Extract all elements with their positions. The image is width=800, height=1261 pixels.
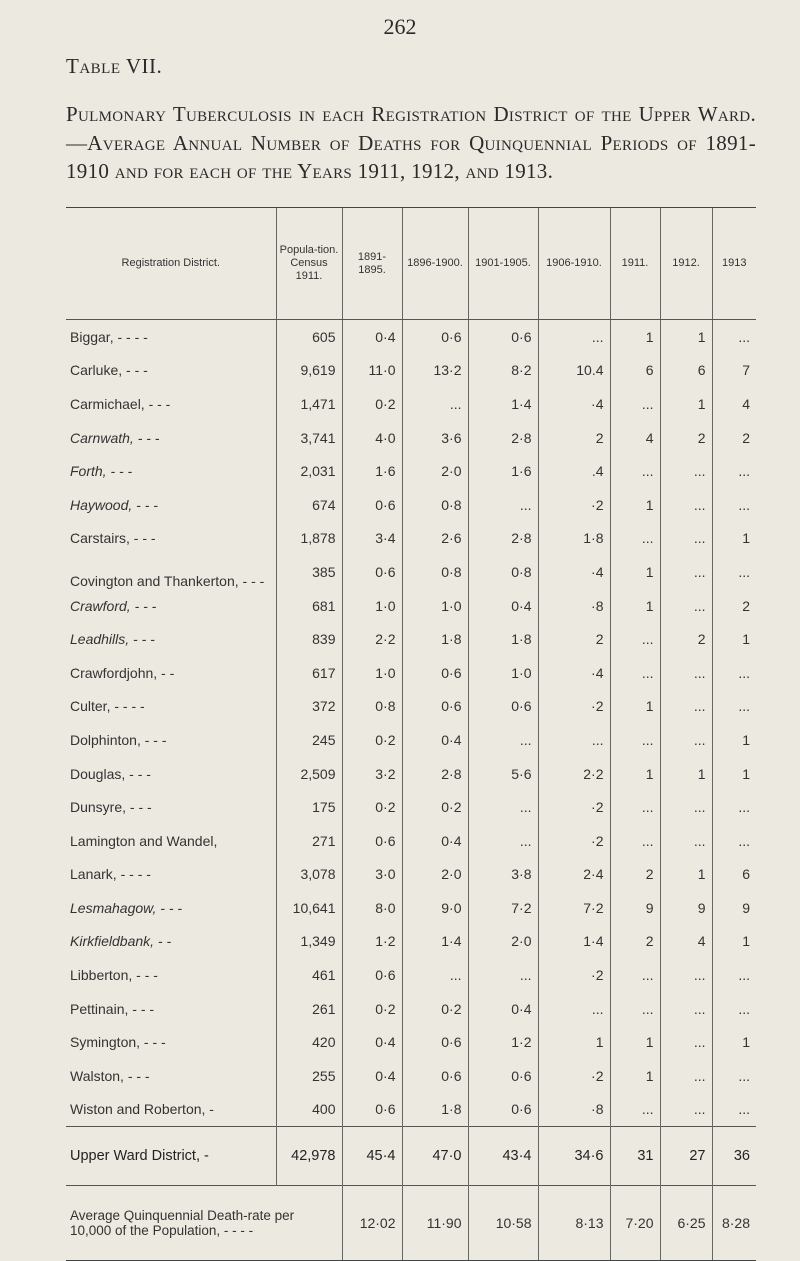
cell-1912: 2: [660, 622, 712, 656]
cell-1913: 1: [712, 757, 756, 791]
cell-1906-1910: ...: [538, 723, 610, 757]
cell-1912: ...: [660, 589, 712, 623]
district-name: Dunsyre, - - -: [70, 799, 152, 816]
cell-1906-1910: .4: [538, 454, 610, 488]
cell-1913: ...: [712, 320, 756, 354]
cell-1912: ...: [660, 690, 712, 724]
cell-1891-1895: 0·6: [342, 824, 402, 858]
total-row: [66, 1127, 756, 1186]
district-name: Forth, - - -: [70, 463, 133, 480]
cell-1913: 1: [712, 622, 756, 656]
district-name: Kirkfieldbank, - -: [70, 933, 172, 950]
header-1901-1905: 1901-1905.: [468, 208, 538, 320]
district-name: Crawfordjohn, - -: [70, 664, 175, 681]
cell-1912: 1: [660, 858, 712, 892]
cell-1913: 1: [712, 723, 756, 757]
cell-population: 420: [276, 1025, 342, 1059]
cell-1896-1900: ...: [402, 387, 468, 421]
cell-1913: ...: [712, 488, 756, 522]
cell-1911: 6: [610, 354, 660, 388]
table-row: [66, 992, 756, 1026]
cell-population: 175: [276, 790, 342, 824]
cell-population: 681: [276, 589, 342, 623]
cell-1891-1895: 0·8: [342, 690, 402, 724]
cell-1906-1910: ·8: [538, 1093, 610, 1127]
cell-1891-1895: 11·0: [342, 354, 402, 388]
cell-1906-1910: 7·2: [538, 891, 610, 925]
table-row: [66, 958, 756, 992]
cell-1906-1910: ·4: [538, 387, 610, 421]
total-1891-1895: 45·4: [342, 1127, 402, 1186]
cell-1896-1900: 0·6: [402, 690, 468, 724]
cell-1913: ...: [712, 790, 756, 824]
table-row: [66, 488, 756, 522]
district-name: Carnwath, - - -: [70, 429, 160, 446]
cell-population: 1,349: [276, 925, 342, 959]
total-1911: 31: [610, 1127, 660, 1186]
cell-population: 10,641: [276, 891, 342, 925]
cell-1911: ...: [610, 454, 660, 488]
table-row: [66, 723, 756, 757]
table-row: [66, 1025, 756, 1059]
district-name: Symington, - - -: [70, 1034, 166, 1051]
table-row: [66, 387, 756, 421]
cell-1912: ...: [660, 790, 712, 824]
cell-1913: ...: [712, 656, 756, 690]
header-1913: 1913: [712, 208, 756, 320]
cell-1891-1895: 0·4: [342, 1025, 402, 1059]
cell-population: 3,741: [276, 421, 342, 455]
death-rate-label: Average Quinquennial Death-rate per 10,000 of the Population, - - - -: [66, 1186, 342, 1261]
cell-1906-1910: 1·4: [538, 925, 610, 959]
cell-1901-1905: 1·6: [468, 454, 538, 488]
cell-1901-1905: 2·8: [468, 421, 538, 455]
cell-1896-1900: 2·0: [402, 454, 468, 488]
cell-1896-1900: 2·6: [402, 522, 468, 556]
cell-population: 3,078: [276, 858, 342, 892]
cell-1891-1895: 4·0: [342, 421, 402, 455]
cell-population: 605: [276, 320, 342, 354]
cell-1906-1910: ·4: [538, 656, 610, 690]
header-1891-1895: 1891-1895.: [342, 208, 402, 320]
cell-1891-1895: 1·6: [342, 454, 402, 488]
table-row: [66, 757, 756, 791]
total-1913: 36: [712, 1127, 756, 1186]
table-row: [66, 891, 756, 925]
district-name: Covington and Thankerton, - - -: [70, 572, 265, 589]
cell-1901-1905: 2·0: [468, 925, 538, 959]
cell-1906-1910: ·2: [538, 1059, 610, 1093]
cell-population: 372: [276, 690, 342, 724]
header-1911: 1911.: [610, 208, 660, 320]
cell-1913: ...: [712, 958, 756, 992]
cell-1901-1905: 0·6: [468, 690, 538, 724]
cell-1911: 4: [610, 421, 660, 455]
cell-1891-1895: 0·2: [342, 992, 402, 1026]
cell-1913: ...: [712, 824, 756, 858]
cell-1911: ...: [610, 824, 660, 858]
cell-1901-1905: 0·6: [468, 1093, 538, 1127]
district-name: Lamington and Wandel,: [70, 832, 218, 849]
cell-1891-1895: 0·2: [342, 387, 402, 421]
cell-1912: ...: [660, 723, 712, 757]
cell-1896-1900: 0·4: [402, 723, 468, 757]
cell-1906-1910: ·2: [538, 488, 610, 522]
cell-1906-1910: ·2: [538, 690, 610, 724]
cell-1891-1895: 0·2: [342, 790, 402, 824]
district-name: Dolphinton, - - -: [70, 731, 167, 748]
page-number: 262: [383, 14, 417, 39]
cell-1911: 1: [610, 589, 660, 623]
cell-1906-1910: 2: [538, 622, 610, 656]
cell-population: 1,471: [276, 387, 342, 421]
cell-1911: 1: [610, 555, 660, 589]
district-name: Haywood, - - -: [70, 496, 158, 513]
table-row: [66, 354, 756, 388]
cell-1896-1900: 0·4: [402, 824, 468, 858]
cell-1896-1900: 9·0: [402, 891, 468, 925]
cell-1906-1910: 1: [538, 1025, 610, 1059]
cell-1912: ...: [660, 488, 712, 522]
cell-1911: ...: [610, 723, 660, 757]
cell-1891-1895: 1·2: [342, 925, 402, 959]
district-name: Carmichael, - - -: [70, 395, 171, 412]
cell-1896-1900: 2·8: [402, 757, 468, 791]
cell-1912: 4: [660, 925, 712, 959]
cell-1912: ...: [660, 555, 712, 589]
district-name: Carstairs, - - -: [70, 530, 156, 547]
cell-1912: 6: [660, 354, 712, 388]
cell-1912: 1: [660, 320, 712, 354]
cell-1911: ...: [610, 656, 660, 690]
cell-1901-1905: ...: [468, 958, 538, 992]
district-name: Lesmahagow, - - -: [70, 899, 183, 916]
cell-1912: 1: [660, 387, 712, 421]
cell-1911: ...: [610, 622, 660, 656]
table-row: [66, 522, 756, 556]
cell-1913: ...: [712, 555, 756, 589]
tuberculosis-deaths-table: [66, 207, 756, 1261]
cell-1913: 1: [712, 925, 756, 959]
cell-1906-1910: 2·2: [538, 757, 610, 791]
table-row: [66, 858, 756, 892]
cell-1911: 1: [610, 488, 660, 522]
cell-1913: 2: [712, 589, 756, 623]
table-row: [66, 555, 756, 589]
cell-1901-1905: 0·4: [468, 992, 538, 1026]
cell-1896-1900: 0·6: [402, 1025, 468, 1059]
district-name: Walston, - - -: [70, 1067, 150, 1084]
cell-1913: ...: [712, 992, 756, 1026]
cell-1901-1905: ...: [468, 488, 538, 522]
district-name: Leadhills, - - -: [70, 631, 155, 648]
table-row: [66, 589, 756, 623]
cell-1906-1910: 2·4: [538, 858, 610, 892]
header-population: Popula-tion. Census 1911.: [276, 208, 342, 320]
cell-1891-1895: 0·6: [342, 555, 402, 589]
total-1896-1900: 47·0: [402, 1127, 468, 1186]
cell-1891-1895: 1·0: [342, 656, 402, 690]
cell-1911: 2: [610, 858, 660, 892]
cell-1912: ...: [660, 1059, 712, 1093]
table-row: [66, 690, 756, 724]
cell-1901-1905: 0·8: [468, 555, 538, 589]
table-row: [66, 1059, 756, 1093]
district-name: Wiston and Roberton, -: [70, 1101, 214, 1118]
cell-1912: ...: [660, 1093, 712, 1127]
rate-1896-1900: 11·90: [402, 1186, 468, 1261]
table-row: [66, 320, 756, 354]
total-1912: 27: [660, 1127, 712, 1186]
rate-1891-1895: 12·02: [342, 1186, 402, 1261]
cell-population: 385: [276, 555, 342, 589]
cell-1896-1900: 0·8: [402, 488, 468, 522]
cell-1911: ...: [610, 1093, 660, 1127]
cell-1891-1895: 8·0: [342, 891, 402, 925]
cell-1913: 1: [712, 522, 756, 556]
cell-1891-1895: 3·2: [342, 757, 402, 791]
cell-population: 2,509: [276, 757, 342, 791]
total-name: Upper Ward District, -: [66, 1127, 276, 1186]
cell-1901-1905: 5·6: [468, 757, 538, 791]
cell-1891-1895: 0·4: [342, 320, 402, 354]
cell-1913: 7: [712, 354, 756, 388]
header-district: Registration District.: [66, 208, 276, 320]
cell-1913: 1: [712, 1025, 756, 1059]
cell-1913: 9: [712, 891, 756, 925]
cell-1896-1900: 0·6: [402, 656, 468, 690]
cell-1913: 2: [712, 421, 756, 455]
rate-1906-1910: 8·13: [538, 1186, 610, 1261]
cell-1906-1910: ·2: [538, 824, 610, 858]
cell-1906-1910: ...: [538, 992, 610, 1026]
cell-1901-1905: ...: [468, 824, 538, 858]
cell-1901-1905: 1·0: [468, 656, 538, 690]
cell-1896-1900: 1·4: [402, 925, 468, 959]
rate-1913: 8·28: [712, 1186, 756, 1261]
cell-1901-1905: 2·8: [468, 522, 538, 556]
rate-1911: 7·20: [610, 1186, 660, 1261]
total-1901-1905: 43·4: [468, 1127, 538, 1186]
cell-1911: 9: [610, 891, 660, 925]
table-row: [66, 421, 756, 455]
cell-1896-1900: ...: [402, 958, 468, 992]
cell-1912: ...: [660, 454, 712, 488]
cell-1913: 4: [712, 387, 756, 421]
cell-1891-1895: 0·4: [342, 1059, 402, 1093]
cell-1906-1910: ...: [538, 320, 610, 354]
table-label: Table VII.: [66, 54, 163, 78]
table-row: [66, 925, 756, 959]
cell-1912: 9: [660, 891, 712, 925]
cell-1891-1895: 0·6: [342, 958, 402, 992]
cell-1911: ...: [610, 522, 660, 556]
cell-1912: ...: [660, 522, 712, 556]
district-name: Culter, - - - -: [70, 698, 145, 715]
cell-population: 1,878: [276, 522, 342, 556]
district-name: Pettinain, - - -: [70, 1000, 155, 1017]
cell-1911: 1: [610, 757, 660, 791]
cell-1911: ...: [610, 992, 660, 1026]
cell-1913: ...: [712, 1059, 756, 1093]
cell-population: 261: [276, 992, 342, 1026]
table-row: [66, 824, 756, 858]
cell-1901-1905: 0·4: [468, 589, 538, 623]
cell-1901-1905: 0·6: [468, 1059, 538, 1093]
cell-1896-1900: 0·6: [402, 320, 468, 354]
cell-1896-1900: 1·0: [402, 589, 468, 623]
rate-1912: 6·25: [660, 1186, 712, 1261]
district-name: Douglas, - - -: [70, 765, 151, 782]
cell-population: 674: [276, 488, 342, 522]
cell-1891-1895: 3·0: [342, 858, 402, 892]
cell-population: 255: [276, 1059, 342, 1093]
cell-1912: 2: [660, 421, 712, 455]
header-1896-1900: 1896-1900.: [402, 208, 468, 320]
cell-1911: 2: [610, 925, 660, 959]
table-row: [66, 656, 756, 690]
cell-1896-1900: 0·2: [402, 790, 468, 824]
cell-1911: 1: [610, 320, 660, 354]
cell-1901-1905: 7·2: [468, 891, 538, 925]
cell-1891-1895: 0·6: [342, 1093, 402, 1127]
cell-1911: 1: [610, 1025, 660, 1059]
cell-population: 2,031: [276, 454, 342, 488]
cell-1901-1905: ...: [468, 723, 538, 757]
cell-1901-1905: 1·4: [468, 387, 538, 421]
total-population: 42,978: [276, 1127, 342, 1186]
cell-1901-1905: 3·8: [468, 858, 538, 892]
cell-1912: 1: [660, 757, 712, 791]
cell-1913: ...: [712, 454, 756, 488]
cell-1906-1910: 2: [538, 421, 610, 455]
cell-1911: 1: [610, 690, 660, 724]
cell-1912: ...: [660, 1025, 712, 1059]
cell-1901-1905: ...: [468, 790, 538, 824]
cell-1906-1910: ·2: [538, 790, 610, 824]
cell-1901-1905: 8·2: [468, 354, 538, 388]
cell-1896-1900: 3·6: [402, 421, 468, 455]
cell-1891-1895: 0·2: [342, 723, 402, 757]
header-1912: 1912.: [660, 208, 712, 320]
cell-1891-1895: 0·6: [342, 488, 402, 522]
cell-1913: ...: [712, 690, 756, 724]
cell-1913: ...: [712, 1093, 756, 1127]
cell-1896-1900: 1·8: [402, 1093, 468, 1127]
cell-1906-1910: ·4: [538, 555, 610, 589]
header-1906-1910: 1906-1910.: [538, 208, 610, 320]
cell-1906-1910: ·8: [538, 589, 610, 623]
district-name: Carluke, - - -: [70, 362, 148, 379]
cell-1913: 6: [712, 858, 756, 892]
cell-1896-1900: 0·8: [402, 555, 468, 589]
header-row: [66, 208, 756, 320]
district-name: Libberton, - - -: [70, 967, 158, 984]
district-name: Lanark, - - - -: [70, 866, 151, 883]
cell-1896-1900: 13·2: [402, 354, 468, 388]
cell-1906-1910: 1·8: [538, 522, 610, 556]
total-1906-1910: 34·6: [538, 1127, 610, 1186]
cell-1911: 1: [610, 1059, 660, 1093]
cell-1896-1900: 0·2: [402, 992, 468, 1026]
table-row: [66, 1093, 756, 1127]
cell-1911: ...: [610, 387, 660, 421]
rate-1901-1905: 10·58: [468, 1186, 538, 1261]
cell-1912: ...: [660, 824, 712, 858]
cell-1896-1900: 0·6: [402, 1059, 468, 1093]
table-row: [66, 454, 756, 488]
cell-1891-1895: 2·2: [342, 622, 402, 656]
cell-population: 9,619: [276, 354, 342, 388]
district-name: Biggar, - - - -: [70, 328, 148, 345]
cell-1901-1905: 1·2: [468, 1025, 538, 1059]
cell-1912: ...: [660, 656, 712, 690]
cell-1911: ...: [610, 790, 660, 824]
cell-population: 271: [276, 824, 342, 858]
cell-population: 839: [276, 622, 342, 656]
cell-1911: ...: [610, 958, 660, 992]
cell-1896-1900: 1·8: [402, 622, 468, 656]
cell-population: 400: [276, 1093, 342, 1127]
cell-population: 245: [276, 723, 342, 757]
cell-1906-1910: ·2: [538, 958, 610, 992]
district-name: Crawford, - - -: [70, 597, 157, 614]
cell-1896-1900: 2·0: [402, 858, 468, 892]
cell-1901-1905: 0·6: [468, 320, 538, 354]
table-row: [66, 622, 756, 656]
cell-1912: ...: [660, 992, 712, 1026]
cell-population: 461: [276, 958, 342, 992]
table-row: [66, 790, 756, 824]
cell-population: 617: [276, 656, 342, 690]
cell-1891-1895: 3·4: [342, 522, 402, 556]
cell-1901-1905: 1·8: [468, 622, 538, 656]
cell-1912: ...: [660, 958, 712, 992]
table-title: Pulmonary Tuberculosis in each Registration District of the Upper Ward.—Average Annual Number of Deaths for Quinquennial Periods of 1891-1910 and for each of the Years 1911, 1912, and 1913.: [66, 102, 756, 183]
death-rate-row: [66, 1186, 756, 1261]
cell-1891-1895: 1·0: [342, 589, 402, 623]
cell-1906-1910: 10.4: [538, 354, 610, 388]
